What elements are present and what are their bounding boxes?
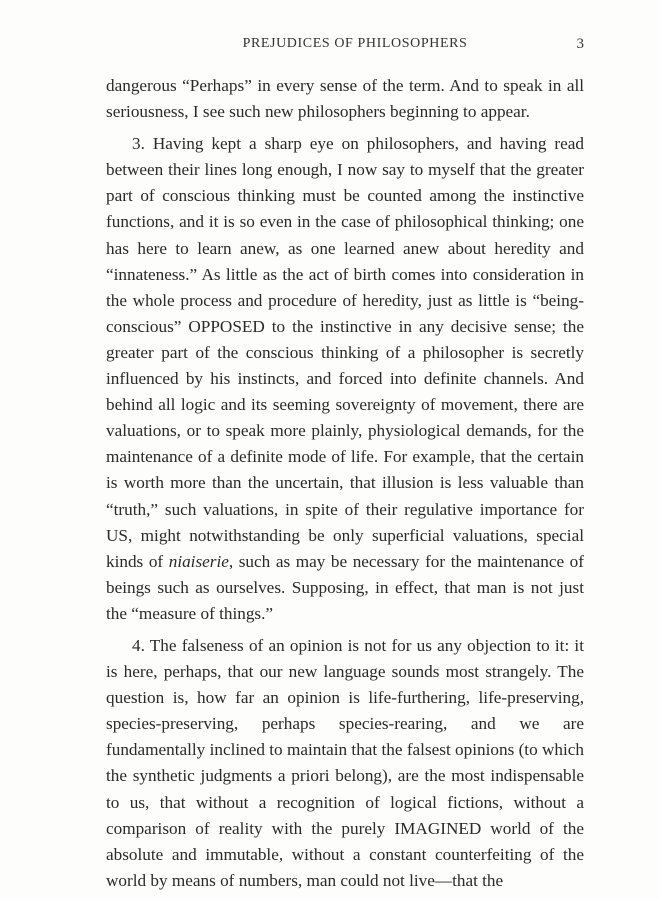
paragraph-text: 4. The falseness of an opinion is not for us any objection to it: it is here, perhaps, that our new language sounds most strangely. The question is, how far an opinion is life-furthering, life-preserving, species-preserving, perhaps species-rearing, and we are fundamentally inclined to maintain that the falsest opinions (to which the synthetic judgments a priori belong), are the most indispensable to us, that without a recognition of logical fictions, without a comparison of reality with the purely IMAGINED world of the absolute and immutable, without a constant counterfeiting of the world by means of numbers, man could not live—that the bbox=[106, 635, 584, 890]
paragraph-text: , such as may be necessary for the maintenance of beings such as ourselves. Supposing, in effect, that man is not just the “measure of things.” bbox=[106, 551, 585, 623]
italic-term: niaiserie bbox=[168, 551, 229, 571]
page-header bbox=[106, 36, 584, 58]
paragraph-continued bbox=[106, 73, 584, 125]
body-text bbox=[106, 73, 584, 900]
paragraph-section-4 bbox=[106, 633, 584, 894]
paragraph-section-3 bbox=[106, 131, 584, 627]
paragraph-text: 3. Having kept a sharp eye on philosophers, and having read between their lines long enough, I now say to myself that the greater part of conscious thinking must be counted among the instinctive functions, and it is so even in the case of philosophical thinking; one has here to learn anew, as one learned anew about heredity and “innateness.” As little as the act of birth comes into consideration in the whole process and procedure of heredity, just as little is “being-conscious” OPPOSED to the instinctive in any decisive sense; the greater part of the conscious thinking of a philosopher is secretly influenced by his instincts, and forced into definite channels. And behind all logic and its seeming sovereignty of movement, there are valuations, or to speak more plainly, physiological demands, for the maintenance of a definite mode of life. For example, that the certain is worth more than the uncertain, that illusion is less valuable than “truth,” such valuations, in spite of their regulative importance for US, might notwithstanding be only superficial valuations, special kinds of bbox=[106, 134, 584, 571]
paragraph-text: dangerous “Perhaps” in every sense of the term. And to speak in all seriousness, I see such new philosophers beginning to appear. bbox=[106, 76, 584, 122]
page-number: 3 bbox=[576, 36, 584, 52]
running-head: PREJUDICES OF PHILOSOPHERS bbox=[242, 36, 468, 51]
